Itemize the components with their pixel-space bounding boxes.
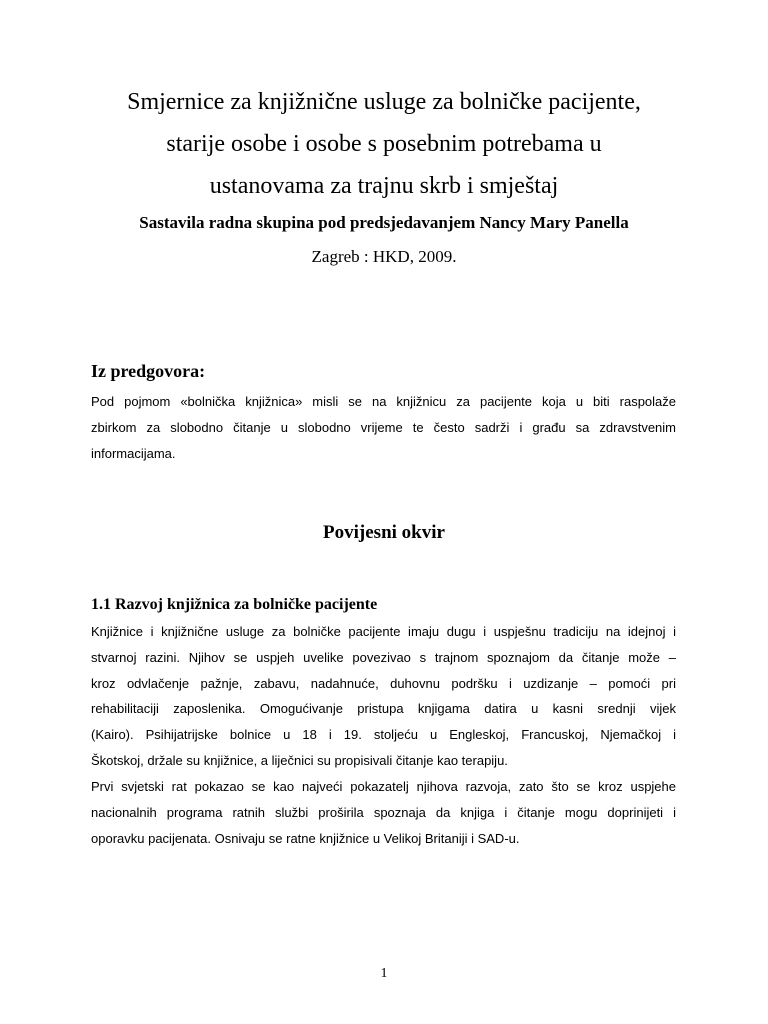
title-line-3: ustanovama za trajnu skrb i smještaj — [209, 173, 559, 199]
paragraph-line: Knjižnice i knjižnične usluge za bolničke pacijente imaju dugu i uspješnu tradiciju na idejnoj i — [91, 624, 676, 639]
foreword-line: zbirkom za slobodno čitanje u slobodno vrijeme te često sadrži i građu sa zdravstvenim — [91, 419, 676, 435]
paragraph-line: rehabilitaciji zaposlenika. Omogućivanje pristupa knjigama datira u kasni srednji vijek — [91, 701, 676, 717]
subsection-heading: 1.1 Razvoj knjižnica za bolničke pacijente — [91, 596, 378, 613]
section-title: Povijesni okvir — [323, 522, 445, 543]
paragraph-line: Škotskoj, držale su knjižnice, a liječnici su propisivali čitanje kao terapiju. — [91, 752, 508, 768]
imprint: Zagreb : HKD, 2009. — [311, 247, 457, 266]
compiled-by: Sastavila radna skupina pod predsjedavanjem Nancy Mary Panella — [139, 213, 629, 232]
paragraph-line: oporavku pacijenata. Osnivaju se ratne knjižnice u Velikoj Britaniji i SAD-u. — [91, 830, 520, 846]
page-number: 1 — [380, 966, 388, 981]
history-paragraph-1 — [91, 619, 676, 774]
title-line-2: starije osobe i osobe s posebnim potrebama u — [166, 131, 602, 157]
title-line-1: Smjernice za knjižnične usluge za bolničke pacijente, — [127, 89, 641, 115]
foreword-line: informacijama. — [91, 445, 176, 461]
foreword-heading: Iz predgovora: — [91, 361, 206, 381]
history-paragraph-2 — [91, 774, 676, 851]
paragraph-line: nacionalnih programa ratnih službi proširila spoznaja da knjiga i čitanje mogu doprinijeti i — [91, 804, 676, 820]
paragraph-line: stvarnoj razini. Njihov se uspjeh uvelike povezivao s trajnom spoznajom da čitanje može – — [91, 649, 676, 665]
foreword-line: Pod pojmom «bolnička knjižnica» misli se na knjižnicu za pacijente koja u biti raspolaže — [91, 394, 676, 409]
foreword-paragraph — [91, 389, 676, 466]
paragraph-line: kroz odvlačenje pažnje, zabavu, nadahnuće, duhovnu podršku i uzdizanje – pomoći pri — [91, 675, 676, 691]
paragraph-line: Prvi svjetski rat pokazao se kao najveći pokazatelj njihova razvoja, zato što se kroz uspjehe — [91, 779, 676, 794]
paragraph-line: (Kairo). Psihijatrijske bolnice u 18 i 19. stoljeću u Engleskoj, Francuskoj, Njemačkoj i — [91, 727, 676, 743]
